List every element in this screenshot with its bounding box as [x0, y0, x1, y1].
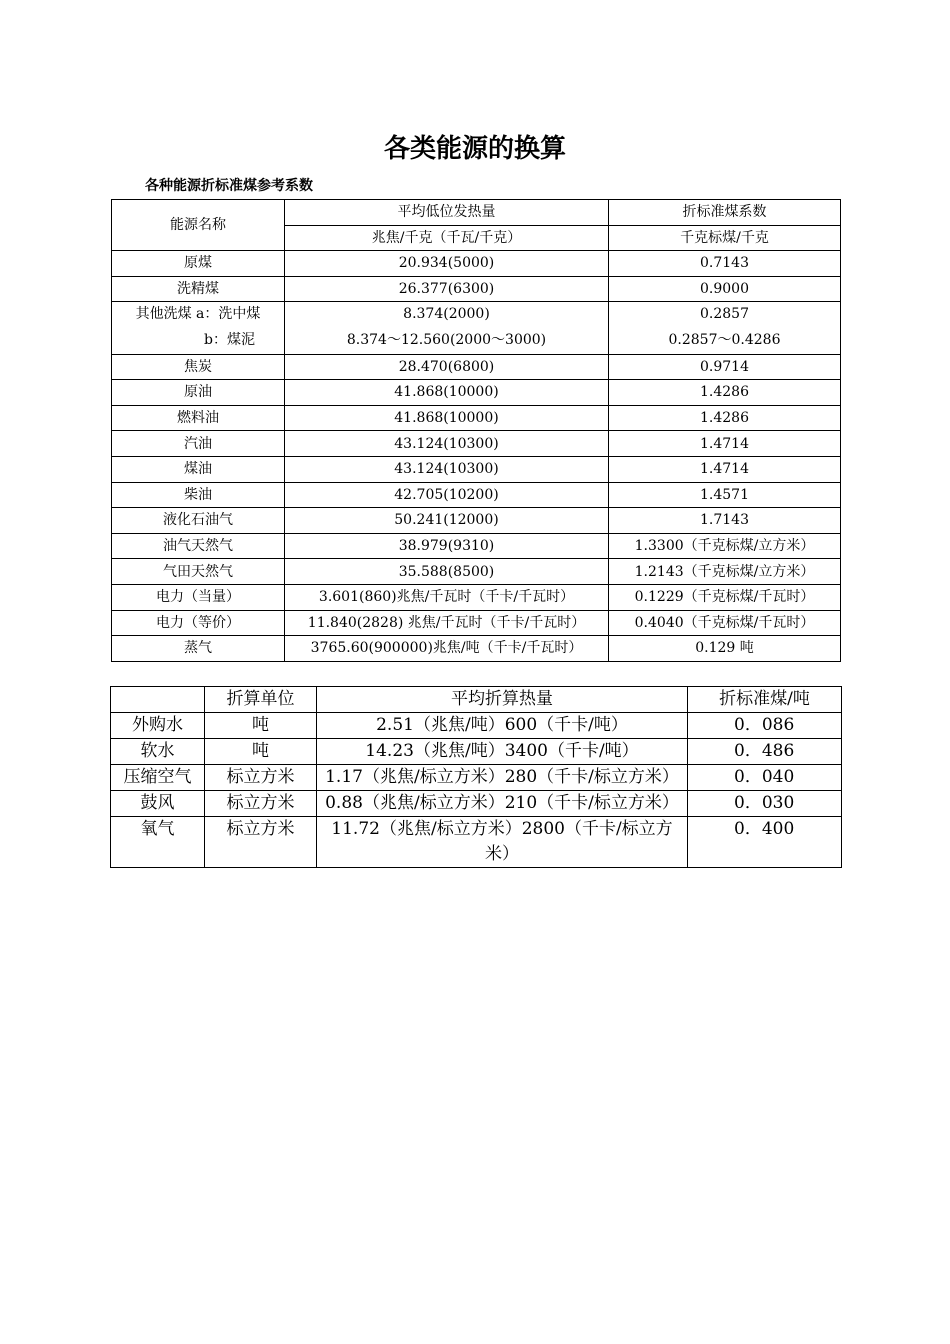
table2-header-row	[111, 687, 842, 713]
header-unit: 折算单位	[205, 687, 317, 713]
coefficient-cell	[609, 302, 841, 354]
avg-heat-cell	[285, 302, 609, 354]
energy-name: 煤油	[112, 456, 285, 482]
header-heat-unit: 兆焦/千克（千瓦/千克）	[285, 225, 609, 251]
energy-name: 油气天然气	[112, 533, 285, 559]
avg-heat: 35.588(8500)	[285, 559, 609, 585]
avg-heat: 38.979(9310)	[285, 533, 609, 559]
energy-name-sub: b：煤泥	[204, 331, 255, 348]
header-coefficient: 折标准煤/吨	[688, 687, 842, 713]
item-coefficient: 0．040	[688, 765, 842, 791]
item-unit: 吨	[205, 713, 317, 739]
table-row	[112, 636, 841, 662]
coefficient: 0.9000	[609, 276, 841, 302]
avg-heat: 3.601(860)兆焦/千瓦时（千卡/千瓦时）	[285, 584, 609, 610]
coefficient: 0.9714	[609, 354, 841, 380]
avg-heat: 41.868(10000)	[285, 405, 609, 431]
table-row	[112, 354, 841, 380]
table-row	[112, 508, 841, 534]
table-row	[111, 713, 842, 739]
item-unit: 标立方米	[205, 791, 317, 817]
energy-name: 柴油	[112, 482, 285, 508]
coefficient: 1.7143	[609, 508, 841, 534]
item-name: 压缩空气	[111, 765, 205, 791]
coefficient: 1.4286	[609, 380, 841, 406]
avg-heat: 26.377(6300)	[285, 276, 609, 302]
item-unit: 吨	[205, 739, 317, 765]
table-row	[112, 302, 841, 354]
table-row	[111, 739, 842, 765]
coefficient: 0.129 吨	[609, 636, 841, 662]
item-heat: 2.51（兆焦/吨）600（千卡/吨）	[317, 713, 688, 739]
utility-conversion-table	[110, 686, 842, 868]
energy-name: 电力（当量）	[112, 584, 285, 610]
energy-name: 汽油	[112, 431, 285, 457]
energy-name: 洗精煤	[112, 276, 285, 302]
table-row	[112, 251, 841, 277]
header-blank	[111, 687, 205, 713]
header-avg-heat: 平均折算热量	[317, 687, 688, 713]
table-row	[111, 765, 842, 791]
energy-name-cell	[112, 302, 285, 354]
avg-heat: 3765.60(900000)兆焦/吨（千卡/千瓦时）	[285, 636, 609, 662]
item-heat: 0.88（兆焦/标立方米）210（千卡/标立方米）	[317, 791, 688, 817]
item-coefficient: 0．400	[688, 817, 842, 868]
coefficient: 1.4571	[609, 482, 841, 508]
energy-name: 电力（等价）	[112, 610, 285, 636]
coefficient: 0.2857	[700, 306, 749, 323]
avg-heat-sub: 8.374～12.560(2000～3000)	[346, 331, 547, 348]
coefficient-sub: 0.2857～0.4286	[668, 331, 781, 348]
item-name: 鼓风	[111, 791, 205, 817]
table-row	[112, 431, 841, 457]
header-energy-name: 能源名称	[112, 200, 285, 251]
coefficient: 0.7143	[609, 251, 841, 277]
avg-heat: 11.840(2828) 兆焦/千瓦时（千卡/千瓦时）	[285, 610, 609, 636]
table-row	[112, 276, 841, 302]
energy-name: 燃料油	[112, 405, 285, 431]
coefficient: 0.4040（千克标煤/千瓦时）	[609, 610, 841, 636]
table-row	[112, 405, 841, 431]
table-row	[112, 380, 841, 406]
energy-coefficient-table	[111, 199, 841, 662]
energy-name: 气田天然气	[112, 559, 285, 585]
table-row	[111, 817, 842, 868]
coefficient: 1.3300（千克标煤/立方米）	[609, 533, 841, 559]
avg-heat: 43.124(10300)	[285, 431, 609, 457]
table-row	[112, 533, 841, 559]
item-name: 软水	[111, 739, 205, 765]
avg-heat: 50.241(12000)	[285, 508, 609, 534]
table-row	[112, 559, 841, 585]
avg-heat: 41.868(10000)	[285, 380, 609, 406]
item-name: 外购水	[111, 713, 205, 739]
coefficient: 1.4714	[609, 431, 841, 457]
item-heat: 1.17（兆焦/标立方米）280（千卡/标立方米）	[317, 765, 688, 791]
energy-name: 焦炭	[112, 354, 285, 380]
item-unit: 标立方米	[205, 817, 317, 868]
header-avg-heat: 平均低位发热量	[285, 200, 609, 226]
header-coefficient: 折标准煤系数	[609, 200, 841, 226]
item-name: 氧气	[111, 817, 205, 868]
header-coef-unit: 千克标煤/千克	[609, 225, 841, 251]
coefficient: 1.2143（千克标煤/立方米）	[609, 559, 841, 585]
item-coefficient: 0．086	[688, 713, 842, 739]
table-row	[112, 482, 841, 508]
coefficient: 1.4286	[609, 405, 841, 431]
table1-header-row	[112, 200, 841, 226]
energy-name: 液化石油气	[112, 508, 285, 534]
avg-heat: 20.934(5000)	[285, 251, 609, 277]
item-unit: 标立方米	[205, 765, 317, 791]
table1-caption: 各种能源折标准煤参考系数	[145, 178, 313, 194]
coefficient: 1.4714	[609, 456, 841, 482]
item-heat: 14.23（兆焦/吨）3400（千卡/吨）	[317, 739, 688, 765]
avg-heat: 42.705(10200)	[285, 482, 609, 508]
energy-name: 原油	[112, 380, 285, 406]
avg-heat: 8.374(2000)	[403, 306, 490, 323]
avg-heat: 28.470(6800)	[285, 354, 609, 380]
energy-name: 其他洗煤 a：洗中煤	[135, 306, 261, 323]
item-coefficient: 0．486	[688, 739, 842, 765]
energy-name: 原煤	[112, 251, 285, 277]
item-heat: 11.72（兆焦/标立方米）2800（千卡/标立方米）	[317, 817, 688, 868]
page-title: 各类能源的换算	[383, 134, 566, 164]
table-row	[112, 584, 841, 610]
avg-heat: 43.124(10300)	[285, 456, 609, 482]
coefficient: 0.1229（千克标煤/千瓦时）	[609, 584, 841, 610]
table-row	[112, 610, 841, 636]
table-row	[111, 791, 842, 817]
energy-name: 蒸气	[112, 636, 285, 662]
item-coefficient: 0．030	[688, 791, 842, 817]
table-row	[112, 456, 841, 482]
